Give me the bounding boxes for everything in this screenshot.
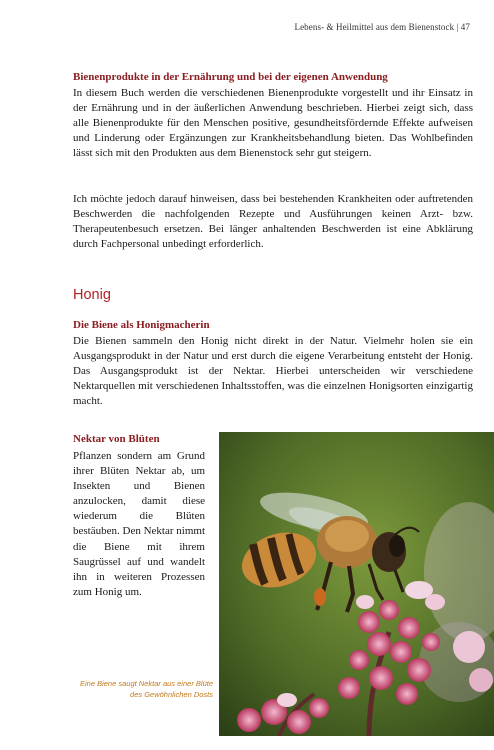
bee-illustration	[219, 432, 494, 736]
intro-paragraph-1: In diesem Buch werden die verschiedenen Bienenprodukte vorgestellt und ihr Einsatz in der Ernährung und in der äußerlichen Anwendung beschrieben. Hierbei zeigt sich, dass alle Bienenprodukte für den Menschen positive, gesundheitsfördernde Effekte aufweisen und Linderung oder Ergänzungen zur Krankheitsbehandlung bieten. Das Wohlbefinden lässt sich mit den Produkten aus dem Bienenstock sehr gut steigern.	[73, 87, 473, 160]
honig-paragraph: Die Bienen sammeln den Honig nicht direkt in der Natur. Vielmehr holen sie ein Ausgangsprodukt in der Natur und erst durch die eigene Verarbeitung entsteht der Honig. Das Ausgangsprodukt ist der Nektar. Hierbei unterscheiden wir verschiedene Nektarquellen mit verschiedenen Inhaltsstoffen, was die einzelnen Honigsorten einzigartig macht.	[73, 335, 473, 408]
photo-caption: Eine Biene saugt Nektar aus einer Blüte des Gewöhnlichen Dosts	[80, 679, 213, 699]
intro-paragraph-2: Ich möchte jedoch darauf hinweisen, dass bei bestehenden Krankheiten oder auftretenden Beschwerden die nachfolgenden Rezepte und Ausführungen keinen Arzt- bzw. Therapeutenbesuch ersetzen. Bei länger anhaltenden Beschwerden ist eine Abklärung durch Fachpersonal unbedingt erforderlich.	[73, 193, 473, 251]
nektar-paragraph: Pflanzen sondern am Grund ihrer Blüten Nektar ab, um Insekten und Bienen anzulocken, damit diese wiederum die Blüten bestäuben. Den Nektar nimmt die Biene mit ihrem Saugrüssel auf und wandelt ihn in weiteren Prozessen zum Honig um.	[73, 450, 205, 598]
chapter-title-honig: Honig	[73, 287, 111, 303]
running-head: Lebens- & Heilmittel aus dem Bienenstock | 47	[294, 22, 470, 32]
section-heading-honigmacherin: Die Biene als Honigmacherin	[73, 319, 210, 331]
bee-on-flower-photo	[219, 432, 494, 736]
section-heading-nektar: Nektar von Blüten	[73, 433, 160, 445]
section-heading-bienenprodukte: Bienenprodukte in der Ernährung und bei der eigenen Anwendung	[73, 71, 388, 83]
